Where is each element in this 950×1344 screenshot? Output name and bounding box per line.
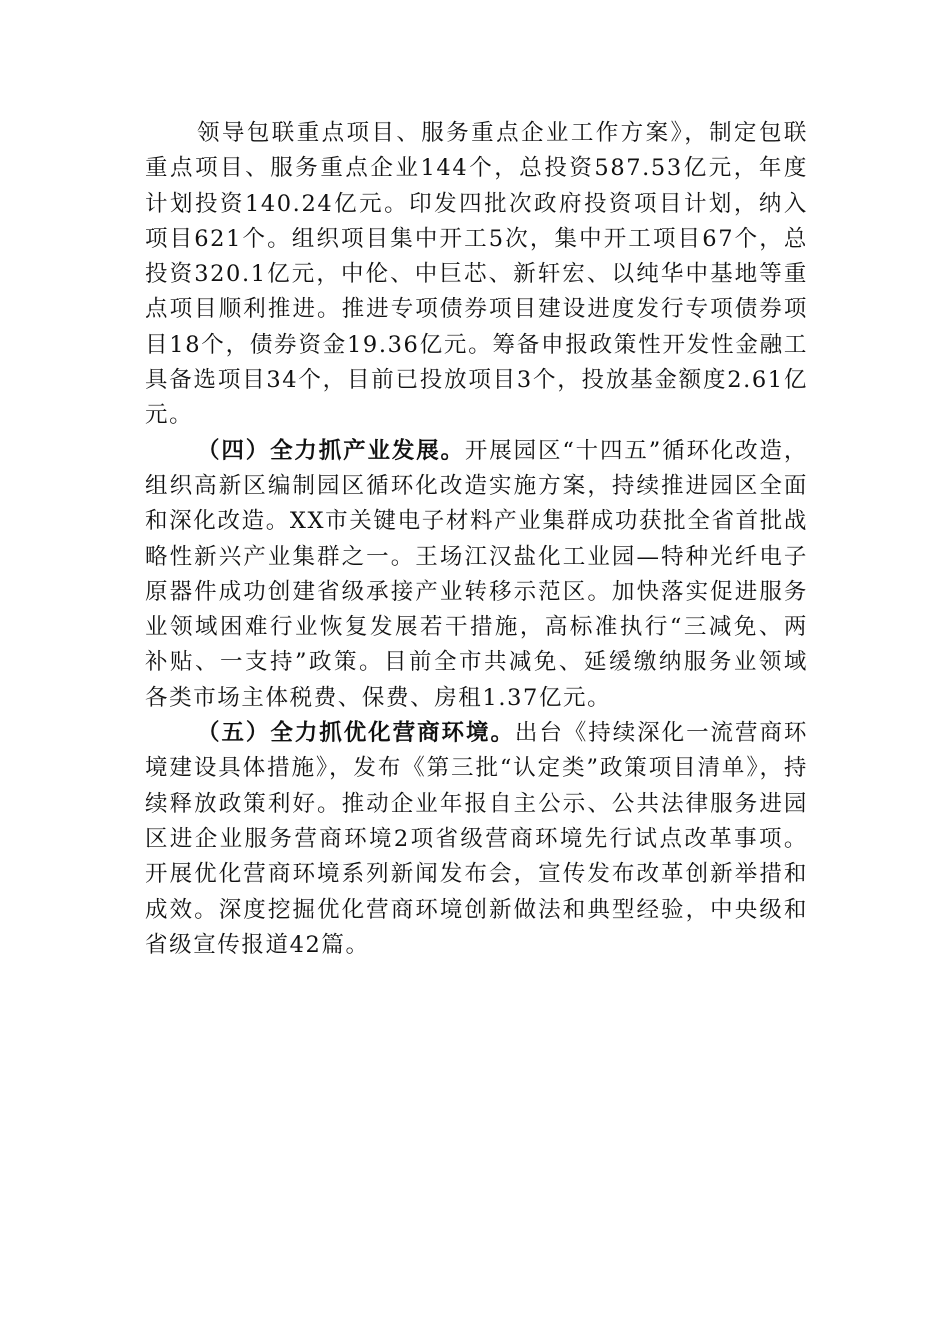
section-heading-4: （四）全力抓产业发展。	[197, 437, 465, 464]
paragraph-text: 出台《持续深化一流营商环境建设具体措施》，发布《第三批“认定类”政策项目清单》，持续释放政策利好。推动企业年报自主公示、公共法律服务进园区进企业服务营商环境2项省级营商环境先行试点改革事项。开展优化营商环境系列新闻发布会，宣传发布改革创新举措和成效。深度挖掘优化营商环境创新做法和典型经验，中央级和省级宣传报道42篇。	[145, 720, 808, 958]
paragraph-continuation	[145, 116, 808, 434]
paragraph-section-5	[145, 716, 808, 963]
document-body	[145, 116, 808, 963]
paragraph-text: 开展园区“十四五”循环化改造，组织高新区编制园区循环化改造实施方案，持续推进园区全面和深化改造。XX市关键电子材料产业集群成功获批全省首批战略性新兴产业集群之一。王场江汉盐化工业园—特种光纤电子原器件成功创建省级承接产业转移示范区。加快落实促进服务业领域困难行业恢复发展若干措施，高标准执行“三减免、两补贴、一支持”政策。目前全市共减免、延缓缴纳服务业领域各类市场主体税费、保费、房租1.37亿元。	[145, 437, 808, 711]
section-heading-5: （五）全力抓优化营商环境。	[197, 720, 515, 747]
paragraph-section-4	[145, 434, 808, 716]
paragraph-text: 领导包联重点项目、服务重点企业工作方案》，制定包联重点项目、服务重点企业144个，总投资587.53亿元，年度计划投资140.24亿元。印发四批次政府投资项目计划，纳入项目621个。组织项目集中开工5次，集中开工项目67个，总投资320.1亿元，中伦、中巨芯、新轩宏、以纯华中基地等重点项目顺利推进。推进专项债券项目建设进度发行专项债券项目18个，债券资金19.36亿元。筹备申报政策性开发性金融工具备选项目34个，目前已投放项目3个，投放基金额度2.61亿元。	[145, 120, 808, 429]
